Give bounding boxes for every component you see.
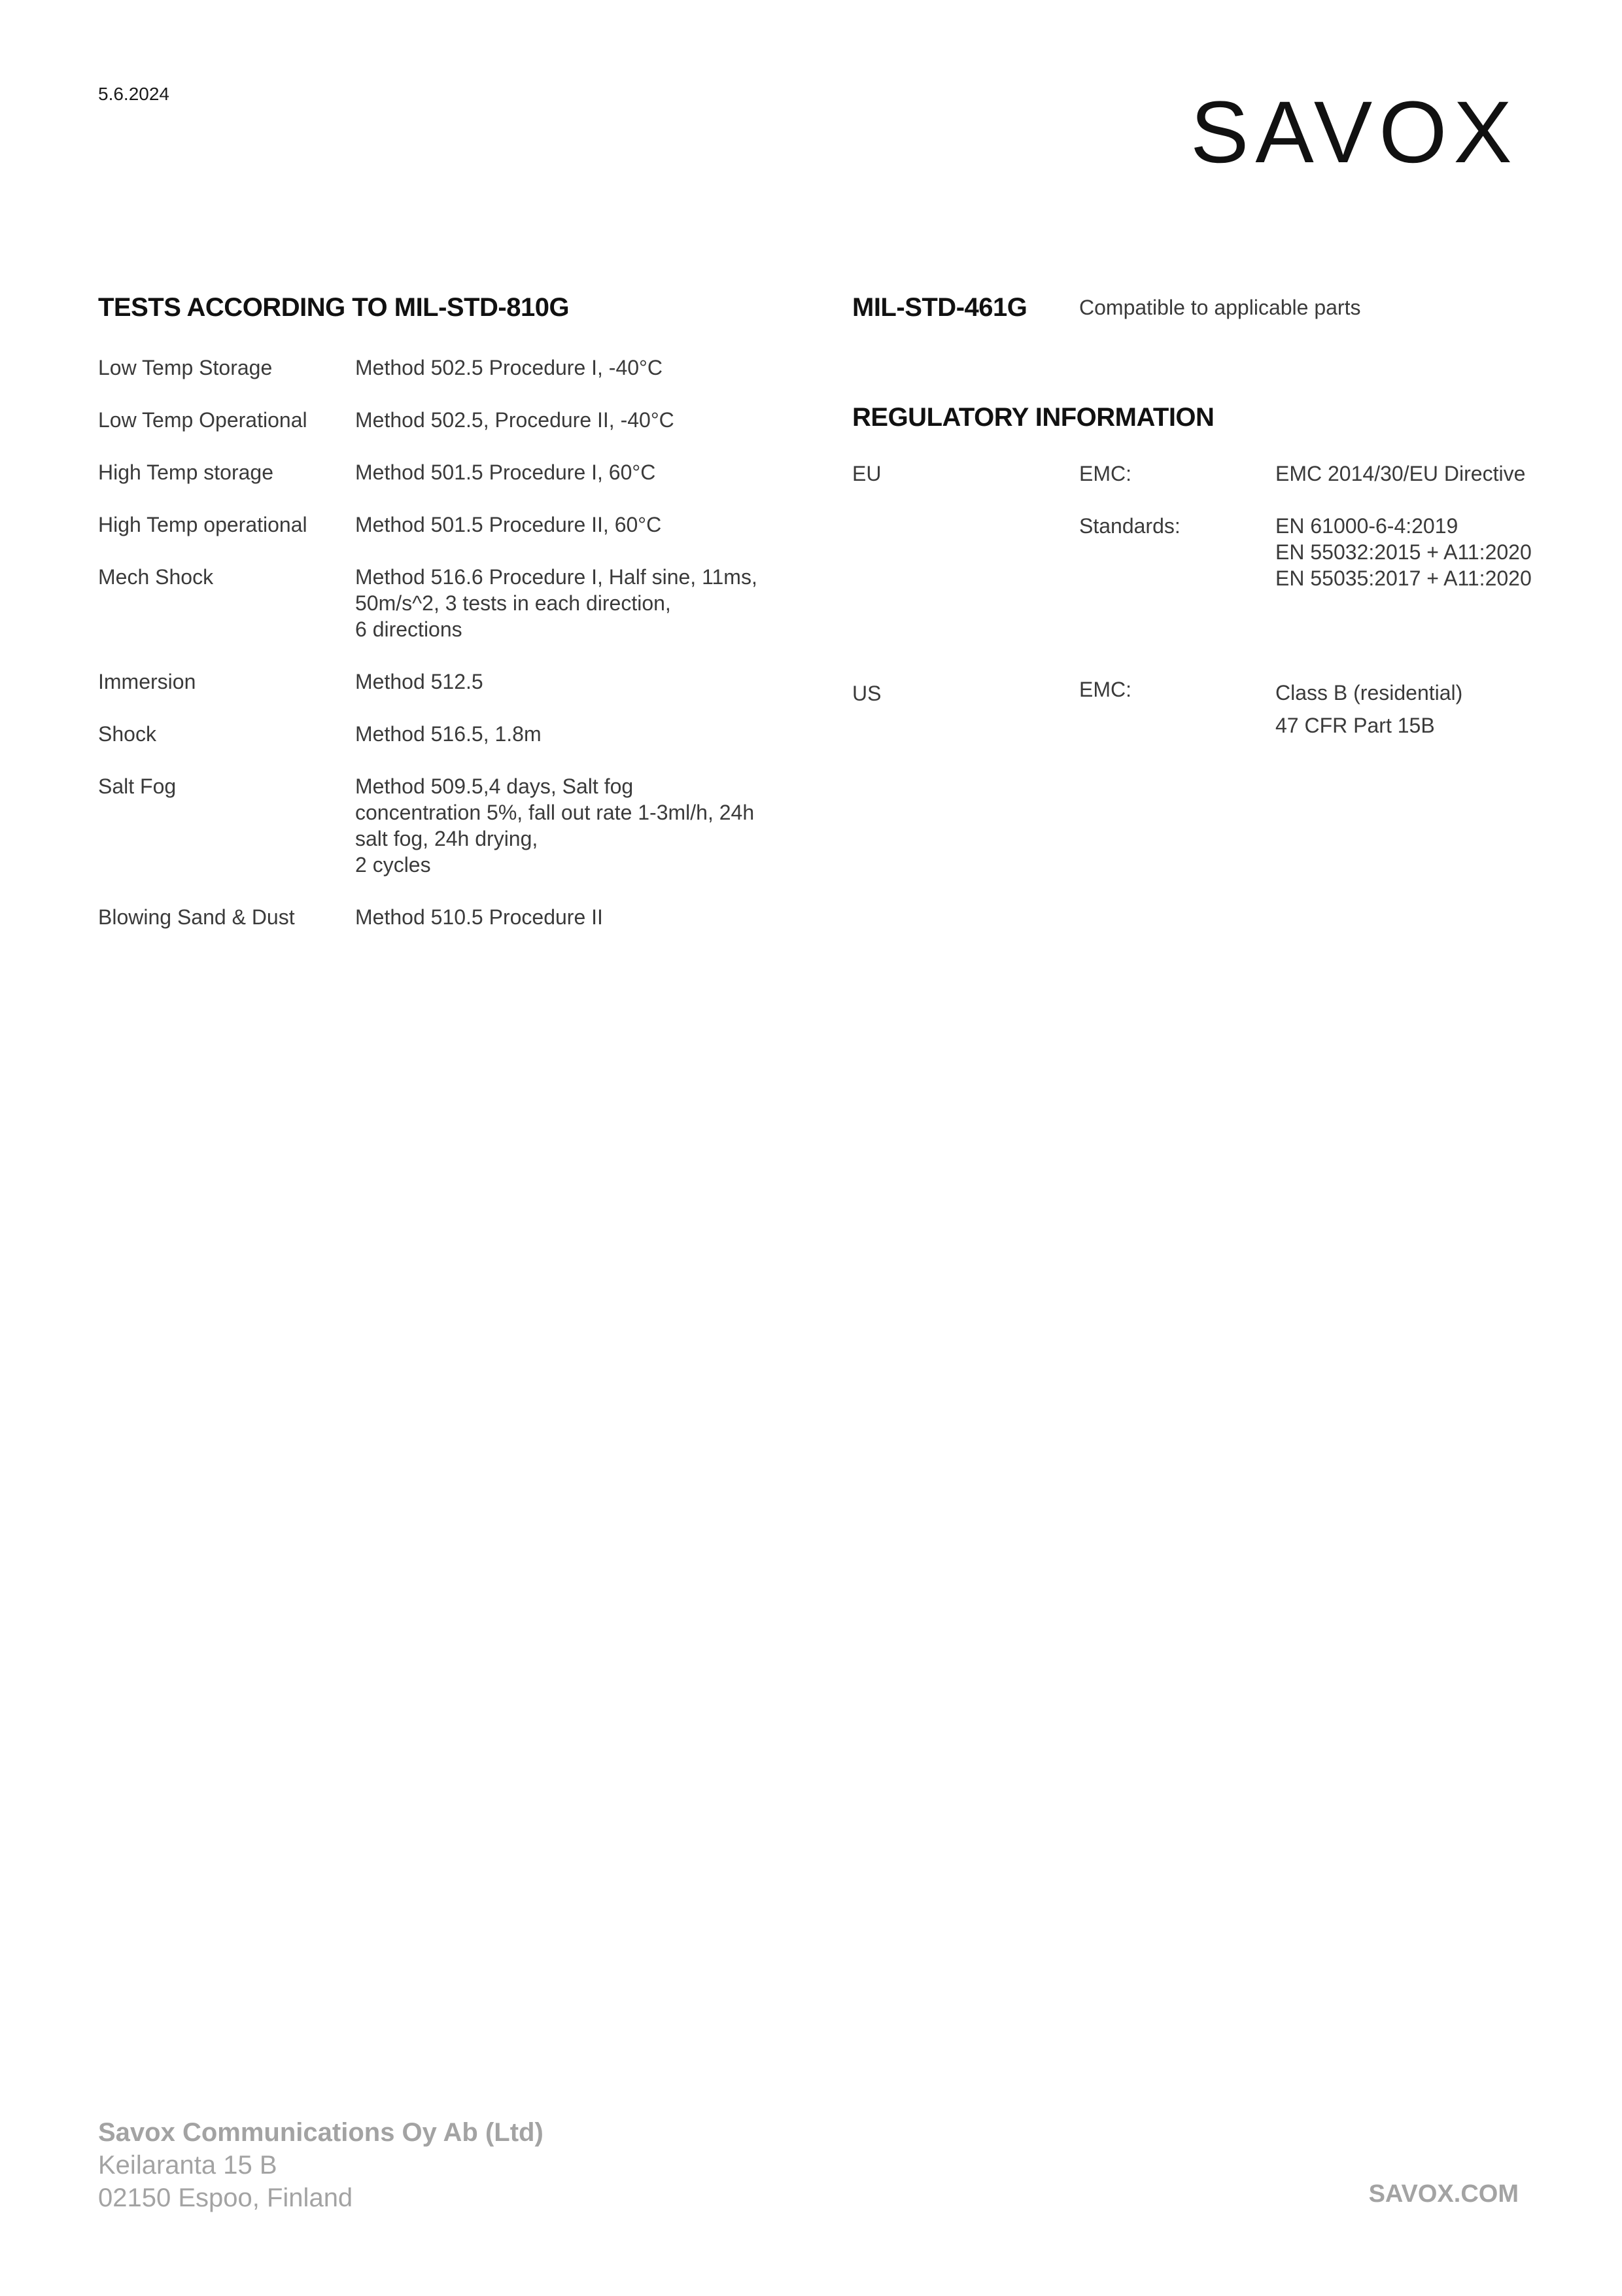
emc-label: EMC: [1079,462,1131,485]
value-line: Method 516.5, 1.8m [355,722,542,746]
footer-company: Savox Communications Oy Ab (Ltd) [98,2118,544,2147]
value-line: Method 501.5 Procedure II, 60°C [355,513,662,536]
row-value [355,407,674,433]
footer-website: SAVOX.COM [1368,2180,1519,2208]
logo-wordmark: SAVOX [1190,84,1519,181]
row-value [355,512,661,538]
savox-logo [1190,84,1519,181]
emc-cfr: 47 CFR Part 15B [1275,714,1435,737]
emc-label: EMC: [1079,678,1131,701]
row-label: Shock [98,722,156,746]
footer-address-line2: 02150 Espoo, Finland [98,2183,353,2212]
value-line: Method 512.5 [355,670,483,693]
value-line: Method 502.5 Procedure I, -40°C [355,356,663,379]
value-line: 50m/s^2, 3 tests in each direction, [355,591,671,615]
value-line: Method 516.6 Procedure I, Half sine, 11ms, [355,565,757,589]
row-value [355,904,603,930]
regulatory-heading: REGULATORY INFORMATION [852,403,1215,432]
mil810-heading: TESTS ACCORDING TO MIL-STD-810G [98,293,570,322]
value-line: 2 cycles [355,853,431,877]
row-label: Low Temp Operational [98,408,307,432]
document-date: 5.6.2024 [98,84,169,104]
mil461-heading: MIL-STD-461G [852,293,1027,322]
row-label: Mech Shock [98,565,214,589]
value-line: salt fog, 24h drying, [355,827,538,850]
value-line: concentration 5%, fall out rate 1-3ml/h, 24h [355,801,755,824]
row-label: Salt Fog [98,774,177,798]
row-value [355,773,754,878]
standard-item: EN 55035:2017 + A11:2020 [1275,566,1532,590]
row-label: High Temp operational [98,513,307,536]
emc-value: EMC 2014/30/EU Directive [1275,462,1526,485]
row-label: Immersion [98,670,196,693]
mil461-value: Compatible to applicable parts [1079,296,1361,319]
standards-list [1275,513,1532,591]
standard-item: EN 55032:2015 + A11:2020 [1275,540,1532,564]
value-line: Method 502.5, Procedure II, -40°C [355,408,674,432]
row-value [355,564,757,642]
row-label: High Temp storage [98,461,273,484]
row-value [355,459,655,485]
emc-class: Class B (residential) [1275,681,1463,704]
value-line: Method 509.5,4 days, Salt fog [355,774,634,798]
standards-label: Standards: [1079,514,1181,538]
region-label: EU [852,462,882,485]
emc-value [1275,676,1462,742]
value-line: Method 501.5 Procedure I, 60°C [355,461,656,484]
footer-address-line1: Keilaranta 15 B [98,2151,277,2180]
row-label: Blowing Sand & Dust [98,905,295,929]
value-line: 6 directions [355,617,462,641]
row-value [355,669,483,695]
value-line: Method 510.5 Procedure II [355,905,603,929]
row-label: Low Temp Storage [98,356,273,379]
region-label: US [852,682,882,705]
standard-item: EN 61000-6-4:2019 [1275,514,1458,538]
row-value [355,721,542,747]
row-value [355,355,663,381]
